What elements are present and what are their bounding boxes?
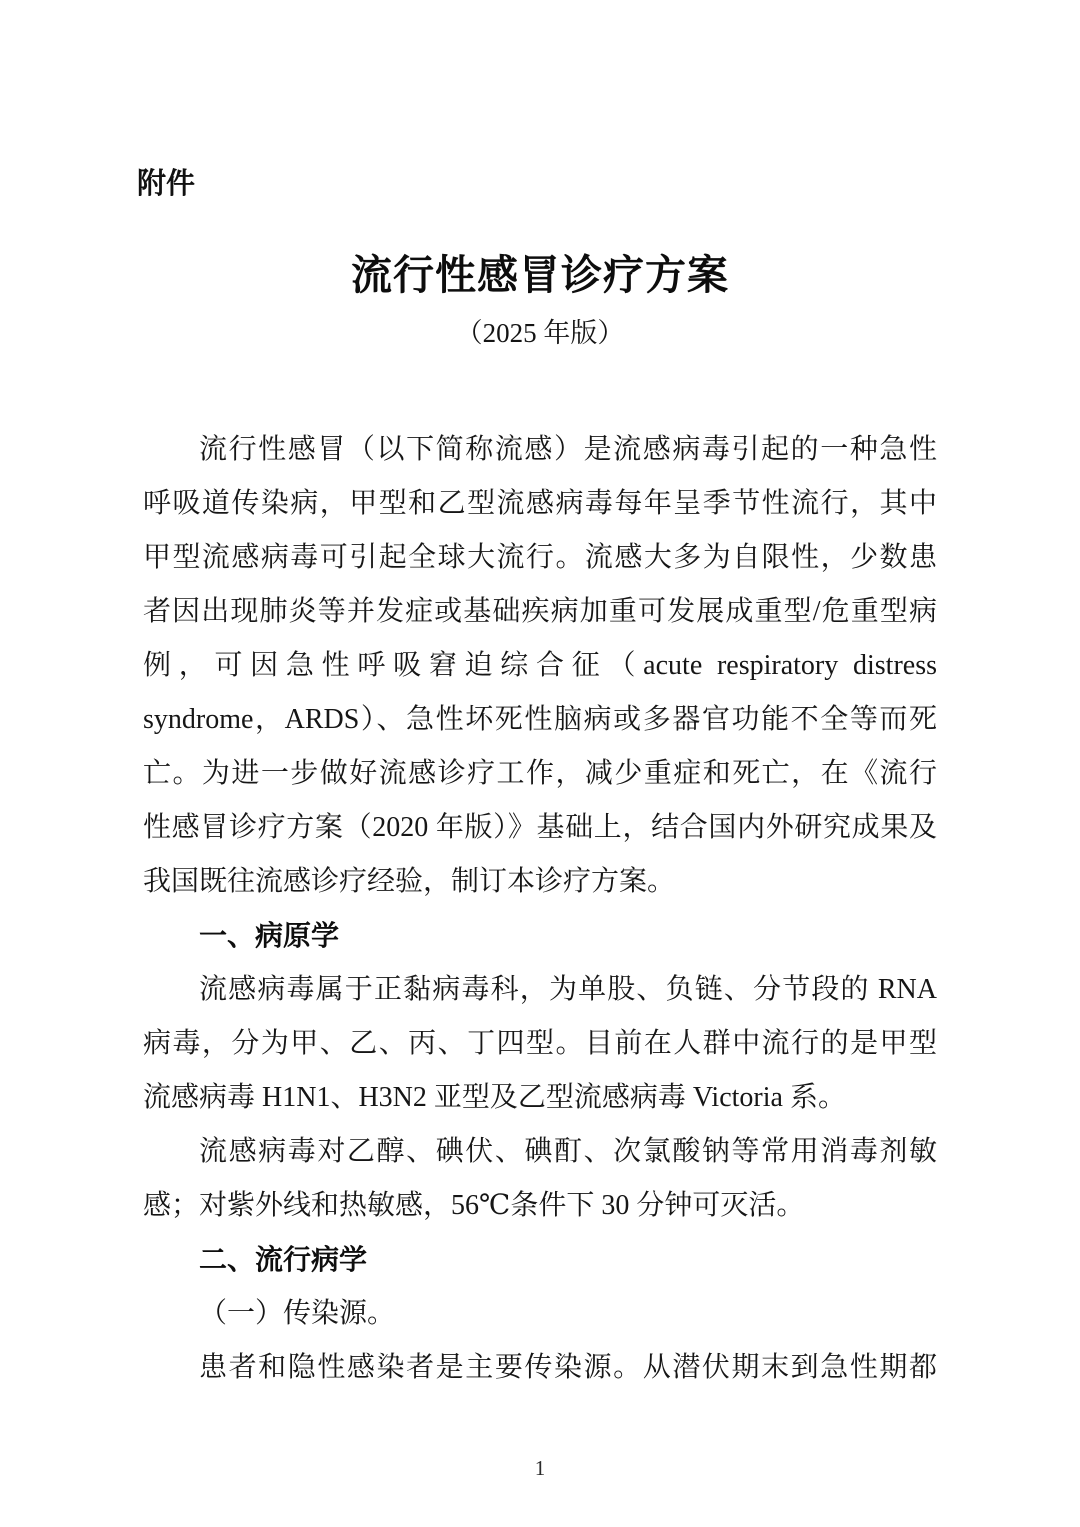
intro-paragraph-line: 流行性感冒（以下简称流感）是流感病毒引起的一种急性 — [199, 434, 937, 465]
intro-paragraph-line: 者因出现肺炎等并发症或基础疾病加重可发展成重型/危重型病 — [143, 596, 937, 627]
attachment-label: 附件 — [137, 168, 196, 200]
section1-paragraph-line: 流感病毒属于正黏病毒科，为单股、负链、分节段的 RNA — [199, 974, 937, 1005]
intro-paragraph-line: syndrome，ARDS）、急性坏死性脑病或多器官功能不全等而死 — [143, 704, 937, 735]
section1-paragraph-line: 流感病毒对乙醇、碘伏、碘酊、次氯酸钠等常用消毒剂敏 — [199, 1136, 937, 1167]
document-title: 流行性感冒诊疗方案 — [351, 252, 729, 298]
section2-sub-heading: （一）传染源。 — [199, 1298, 396, 1329]
section2-paragraph-line: 患者和隐性感染者是主要传染源。从潜伏期末到急性期都 — [199, 1352, 937, 1383]
intro-paragraph-line: 呼吸道传染病，甲型和乙型流感病毒每年呈季节性流行，其中 — [143, 488, 937, 519]
edition-subtitle: （2025 年版） — [455, 318, 625, 348]
intro-paragraph-line: 甲型流感病毒可引起全球大流行。流感大多为自限性，少数患 — [143, 542, 937, 573]
intro-paragraph-line: 性感冒诊疗方案（2020 年版）》基础上，结合国内外研究成果及 — [143, 812, 937, 843]
intro-paragraph-line: 我国既往流感诊疗经验，制订本诊疗方案。 — [143, 866, 676, 897]
page-number: 1 — [534, 1456, 546, 1480]
section1-paragraph-line: 病毒，分为甲、乙、丙、丁四型。目前在人群中流行的是甲型 — [143, 1028, 937, 1059]
section1-paragraph-line: 感；对紫外线和热敏感，56℃条件下 30 分钟可灭活。 — [143, 1190, 805, 1221]
section-heading-epidemiology: 二、流行病学 — [199, 1244, 368, 1275]
intro-paragraph-line: 亡。为进一步做好流感诊疗工作，减少重症和死亡，在《流行 — [143, 758, 937, 789]
intro-paragraph-line: 例，可因急性呼吸窘迫综合征（acute respiratory distress — [143, 650, 937, 681]
document-body — [143, 423, 937, 1395]
section1-paragraph-line: 流感病毒 H1N1、H3N2 亚型及乙型流感病毒 Victoria 系。 — [143, 1082, 846, 1113]
section-heading-pathogenology: 一、病原学 — [199, 920, 340, 951]
